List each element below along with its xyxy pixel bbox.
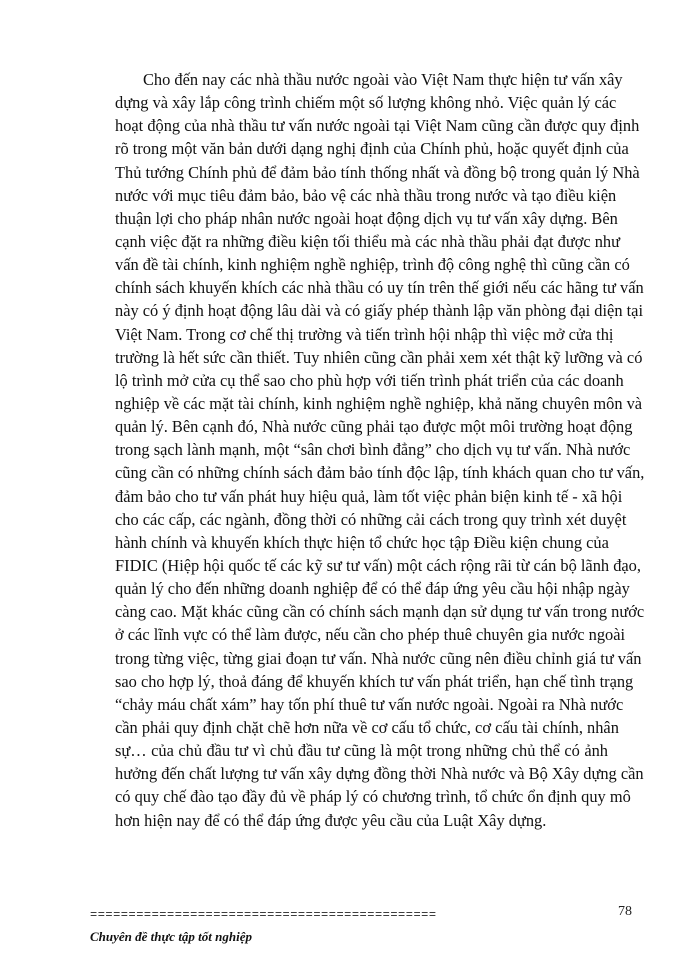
paragraph-line: FIDIC (Hiệp hội quốc tế các kỹ sư tư vấn) một cách rộng rãi từ cán bộ lãnh đạo, <box>115 555 641 575</box>
paragraph-line: trong sạch lành mạnh, một “sân chơi bình đẳng” cho dịch vụ tư vấn. Nhà nước <box>115 440 631 460</box>
page-number: 78 <box>618 904 632 919</box>
paragraph-line: này có ý định hoạt động lâu dài và có giấy phép thành lập văn phòng đại diện tại <box>115 301 644 321</box>
paragraph-line: trong từng việc, từng giai đoạn tư vấn. Nhà nước cũng nên điều chỉnh giá tư vấn <box>115 648 642 668</box>
paragraph-line: Thủ tướng Chính phủ để đảm bảo tính thống nhất và đồng bộ trong quản lý Nhà <box>115 162 640 182</box>
paragraph-line: rõ trong một văn bản dưới dạng nghị định của Chính phủ, hoặc quyết định của <box>115 139 629 159</box>
paragraph-line: cho các cấp, các ngành, đồng thời có những cải cách trong quy trình xét duyệt <box>115 509 627 529</box>
paragraph-line: nước với mục tiêu đảm bảo, bảo vệ các nhà thầu trong nước và tạo điều kiện <box>115 185 617 205</box>
paragraph-line: trường là hết sức cần thiết. Tuy nhiên cũng cần phải xem xét thật kỹ lưỡng và có <box>115 347 643 367</box>
paragraph-line: có quy chế đào tạo đầy đủ về pháp lý có chương trình, tổ chức ổn định quy mô <box>115 787 631 807</box>
paragraph-line: Cho đến nay các nhà thầu nước ngoài vào Việt Nam thực hiện tư vấn xây <box>143 70 623 89</box>
paragraph-line: chính sách khuyến khích các nhà thầu có uy tín trên thế giới nếu các hãng tư vấn <box>115 278 644 298</box>
footer-title: Chuyên đề thực tập tốt nghiệp <box>90 929 252 944</box>
paragraph-line: vấn đề tài chính, kinh nghiệm nghề nghiệp, trình độ công nghệ thì cũng cần có <box>115 255 630 275</box>
paragraph-line: lộ trình mở cửa cụ thể sao cho phù hợp với tiến trình phát triển của các doanh <box>115 370 624 390</box>
paragraph-line: nghiệp về các mặt tài chính, kinh nghiệm nghề nghiệp, khả năng chuyên môn và <box>115 393 643 413</box>
paragraph-line: dựng và xây lắp công trình chiếm một số lượng không nhỏ. Việc quản lý các <box>115 93 617 113</box>
paragraph-line: hoạt động của nhà thầu tư vấn nước ngoài tại Việt Nam cũng cần được quy định <box>115 116 640 136</box>
paragraph-line: cũng cần có những chính sách đảm bảo tính độc lập, tính khách quan cho tư vấn, <box>115 463 645 483</box>
paragraph-line: sao cho hợp lý, thoả đáng để khuyến khích tư vấn phát triển, hạn chế tình trạng <box>115 671 634 691</box>
footer-separator: ============================================= <box>90 908 437 922</box>
paragraph-line: cần phải quy định chặt chẽ hơn nữa về cơ cấu tổ chức, cơ cấu tài chính, nhân <box>115 717 619 737</box>
paragraph-line: “chảy máu chất xám” hay tốn phí thuê tư vấn nước ngoài. Ngoài ra Nhà nước <box>115 694 624 714</box>
paragraph-line: càng cao. Mặt khác cũng cần có chính sách mạnh dạn sử dụng tư vấn trong nước <box>115 602 645 622</box>
paragraph-line: thuận lợi cho pháp nhân nước ngoài hoạt động dịch vụ tư vấn xây dựng. Bên <box>115 208 618 228</box>
paragraph-line: hơn hiện nay để có thể đáp ứng được yêu cầu của Luật Xây dựng. <box>115 810 547 830</box>
paragraph-line: Việt Nam. Trong cơ chế thị trường và tiến trình hội nhập thì việc mở cửa thị <box>115 324 614 344</box>
body-paragraph <box>115 68 645 832</box>
paragraph-line: ở các lĩnh vực có thể làm được, nếu cần cho phép thuê chuyên gia nước ngoài <box>115 625 626 645</box>
paragraph-line: cạnh việc đặt ra những điều kiện tối thiểu mà các nhà thầu phải đạt được như <box>115 231 621 251</box>
paragraph-line: quản lý cho đến những doanh nghiệp để có thể đáp ứng yêu cầu hội nhập ngày <box>115 579 630 599</box>
paragraph-line: hưởng đến chất lượng tư vấn xây dựng đồng thời Nhà nước và Bộ Xây dựng cần <box>115 764 644 784</box>
paragraph-line: đảm bảo cho tư vấn phát huy hiệu quả, làm tốt việc phản biện kinh tế - xã hội <box>115 486 623 506</box>
paragraph-line: hành chính và khuyến khích thực hiện tổ chức học tập Điều kiện chung của <box>115 532 609 552</box>
paragraph-line: sự… của chủ đầu tư vì chủ đầu tư cũng là một trong những chủ thể có ảnh <box>115 741 608 761</box>
paragraph-line: quản lý. Bên cạnh đó, Nhà nước cũng phải tạo được một môi trường hoạt động <box>115 417 633 437</box>
